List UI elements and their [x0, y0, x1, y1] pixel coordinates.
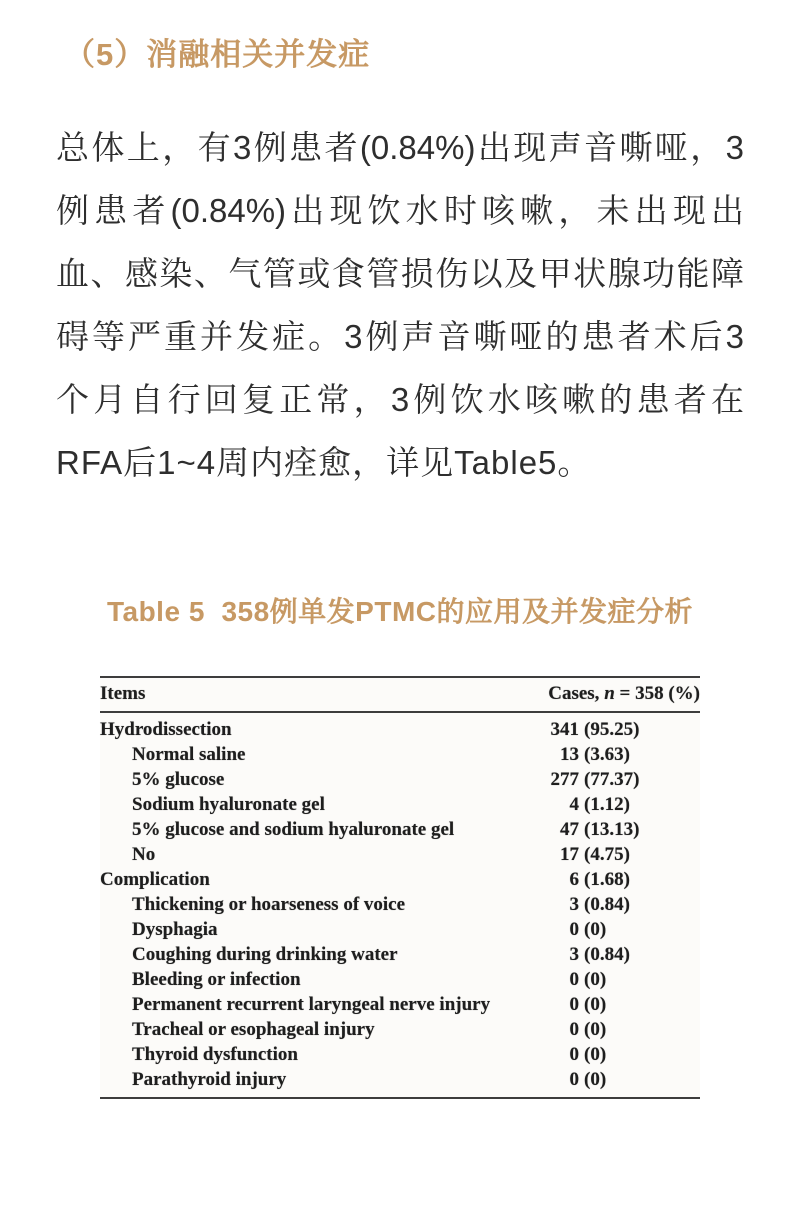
table-value-wrap — [490, 969, 700, 991]
case-count: 17 — [560, 843, 579, 865]
cases-header-n: n — [604, 683, 615, 704]
table-value-wrap — [490, 919, 700, 941]
table-item-cell: Tracheal or esophageal injury — [132, 1018, 375, 1040]
table-value-cell — [490, 817, 700, 842]
table-row — [100, 892, 700, 917]
table-item-cell: Thyroid dysfunction — [132, 1043, 298, 1065]
table-value-cell — [490, 967, 700, 992]
table-value-cell — [490, 712, 700, 742]
table-caption: Table 5 358例单发PTMC的应用及并发症分析 — [106, 596, 693, 627]
table-header-row — [100, 677, 700, 712]
table-item-cell: Dysphagia — [132, 918, 218, 940]
case-count: 3 — [569, 943, 579, 965]
table-row — [100, 767, 700, 792]
table-value-cell — [490, 792, 700, 817]
table-value-cell — [490, 1017, 700, 1042]
table-item-cell: 5% glucose and sodium hyaluronate gel — [132, 818, 455, 840]
table-row — [100, 817, 700, 842]
table-item-cell: Complication — [100, 868, 210, 890]
table-item-cell: Hydrodissection — [100, 718, 232, 740]
table-value-wrap — [490, 794, 700, 816]
paragraph-line: 碍等严重并发症。3例声音嘶哑的患者术后3 — [56, 318, 744, 355]
case-count: 6 — [569, 868, 579, 890]
table-value-cell — [490, 917, 700, 942]
table-value-wrap — [490, 1019, 700, 1041]
table-item-cell: No — [132, 843, 156, 865]
cases-header-prefix: Cases, — [548, 683, 605, 704]
table-item-cell: Normal saline — [132, 743, 246, 765]
table-value-cell — [490, 892, 700, 917]
table-value-cell — [490, 767, 700, 792]
case-percent: (0) — [584, 968, 607, 990]
case-count: 341 — [550, 718, 579, 740]
table-item-cell: Bleeding or infection — [132, 968, 301, 990]
case-count: 13 — [560, 743, 579, 765]
case-percent: (0.84) — [584, 893, 630, 915]
table-value-wrap — [490, 994, 700, 1016]
case-percent: (0) — [584, 993, 607, 1015]
table-value-wrap — [490, 1069, 700, 1091]
table-item-cell: Parathyroid injury — [132, 1068, 287, 1090]
table-value-wrap — [490, 1044, 700, 1066]
case-percent: (3.63) — [584, 743, 630, 765]
table-row — [100, 942, 700, 967]
table-item-cell: Thickening or hoarseness of voice — [132, 893, 406, 915]
cases-column-header — [490, 677, 700, 712]
table-item-cell: Coughing during drinking water — [132, 943, 398, 965]
table-row — [100, 967, 700, 992]
results-table — [100, 676, 700, 1099]
case-count: 4 — [569, 793, 579, 815]
case-percent: (1.12) — [584, 793, 630, 815]
table-row — [100, 1042, 700, 1067]
table-value-wrap — [490, 744, 700, 766]
table-row — [100, 842, 700, 867]
case-percent: (1.68) — [584, 868, 630, 890]
table-item-cell: 5% glucose — [132, 768, 225, 790]
case-percent: (0) — [584, 918, 607, 940]
table-value-cell — [490, 742, 700, 767]
case-percent: (77.37) — [584, 768, 640, 790]
article-page — [0, 34, 800, 1209]
table-body — [100, 712, 700, 1098]
table-item-cell: Sodium hyaluronate gel — [132, 793, 325, 815]
case-count: 3 — [569, 893, 579, 915]
case-count: 0 — [569, 1018, 579, 1040]
table-item-cell: Permanent recurrent laryngeal nerve injury — [132, 993, 491, 1015]
case-count: 0 — [569, 993, 579, 1015]
case-count: 0 — [569, 1043, 579, 1065]
case-count: 277 — [550, 768, 579, 790]
table-value-cell — [490, 942, 700, 967]
body-paragraph — [56, 116, 744, 494]
table-value-wrap — [490, 944, 700, 966]
table-value-cell — [490, 842, 700, 867]
section-heading: （5）消融相关并发症 — [64, 37, 371, 72]
paragraph-line: 个月自行回复正常，3例饮水咳嗽的患者在 — [56, 381, 744, 418]
case-percent: (0) — [584, 1043, 607, 1065]
case-percent: (13.13) — [584, 818, 640, 840]
paragraph-line: 例患者(0.84%)出现饮水时咳嗽，未出现出 — [56, 192, 744, 229]
table-value-wrap — [490, 719, 700, 741]
table-row — [100, 792, 700, 817]
case-count: 0 — [569, 1068, 579, 1090]
table-row — [100, 867, 700, 892]
paragraph-line: 血、感染、气管或食管损伤以及甲状腺功能障 — [56, 255, 744, 292]
table-row — [100, 1017, 700, 1042]
table-header — [100, 677, 700, 712]
table-value-cell — [490, 992, 700, 1017]
items-column-header: Items — [100, 677, 490, 712]
table-row — [100, 917, 700, 942]
paragraph-line: 总体上，有3例患者(0.84%)出现声音嘶哑，3 — [56, 129, 744, 166]
table-value-cell — [490, 1042, 700, 1067]
table-row — [100, 1067, 700, 1098]
paragraph-line: RFA后1~4周内痊愈，详见Table5。 — [56, 444, 592, 481]
case-percent: (0) — [584, 1018, 607, 1040]
table-row — [100, 742, 700, 767]
case-count: 0 — [569, 968, 579, 990]
cases-header-suffix: = 358 (%) — [614, 683, 700, 704]
table-value-wrap — [490, 769, 700, 791]
table-value-wrap — [490, 869, 700, 891]
table-row — [100, 712, 700, 742]
table-value-cell — [490, 867, 700, 892]
case-count: 47 — [560, 818, 579, 840]
case-count: 0 — [569, 918, 579, 940]
case-percent: (0) — [584, 1068, 607, 1090]
table-value-cell — [490, 1067, 700, 1098]
case-percent: (0.84) — [584, 943, 630, 965]
case-percent: (4.75) — [584, 843, 630, 865]
table-scan-image — [100, 676, 700, 1099]
table-value-wrap — [490, 894, 700, 916]
table-row — [100, 992, 700, 1017]
table-value-wrap — [490, 844, 700, 866]
table-value-wrap — [490, 819, 700, 841]
case-percent: (95.25) — [584, 718, 640, 740]
